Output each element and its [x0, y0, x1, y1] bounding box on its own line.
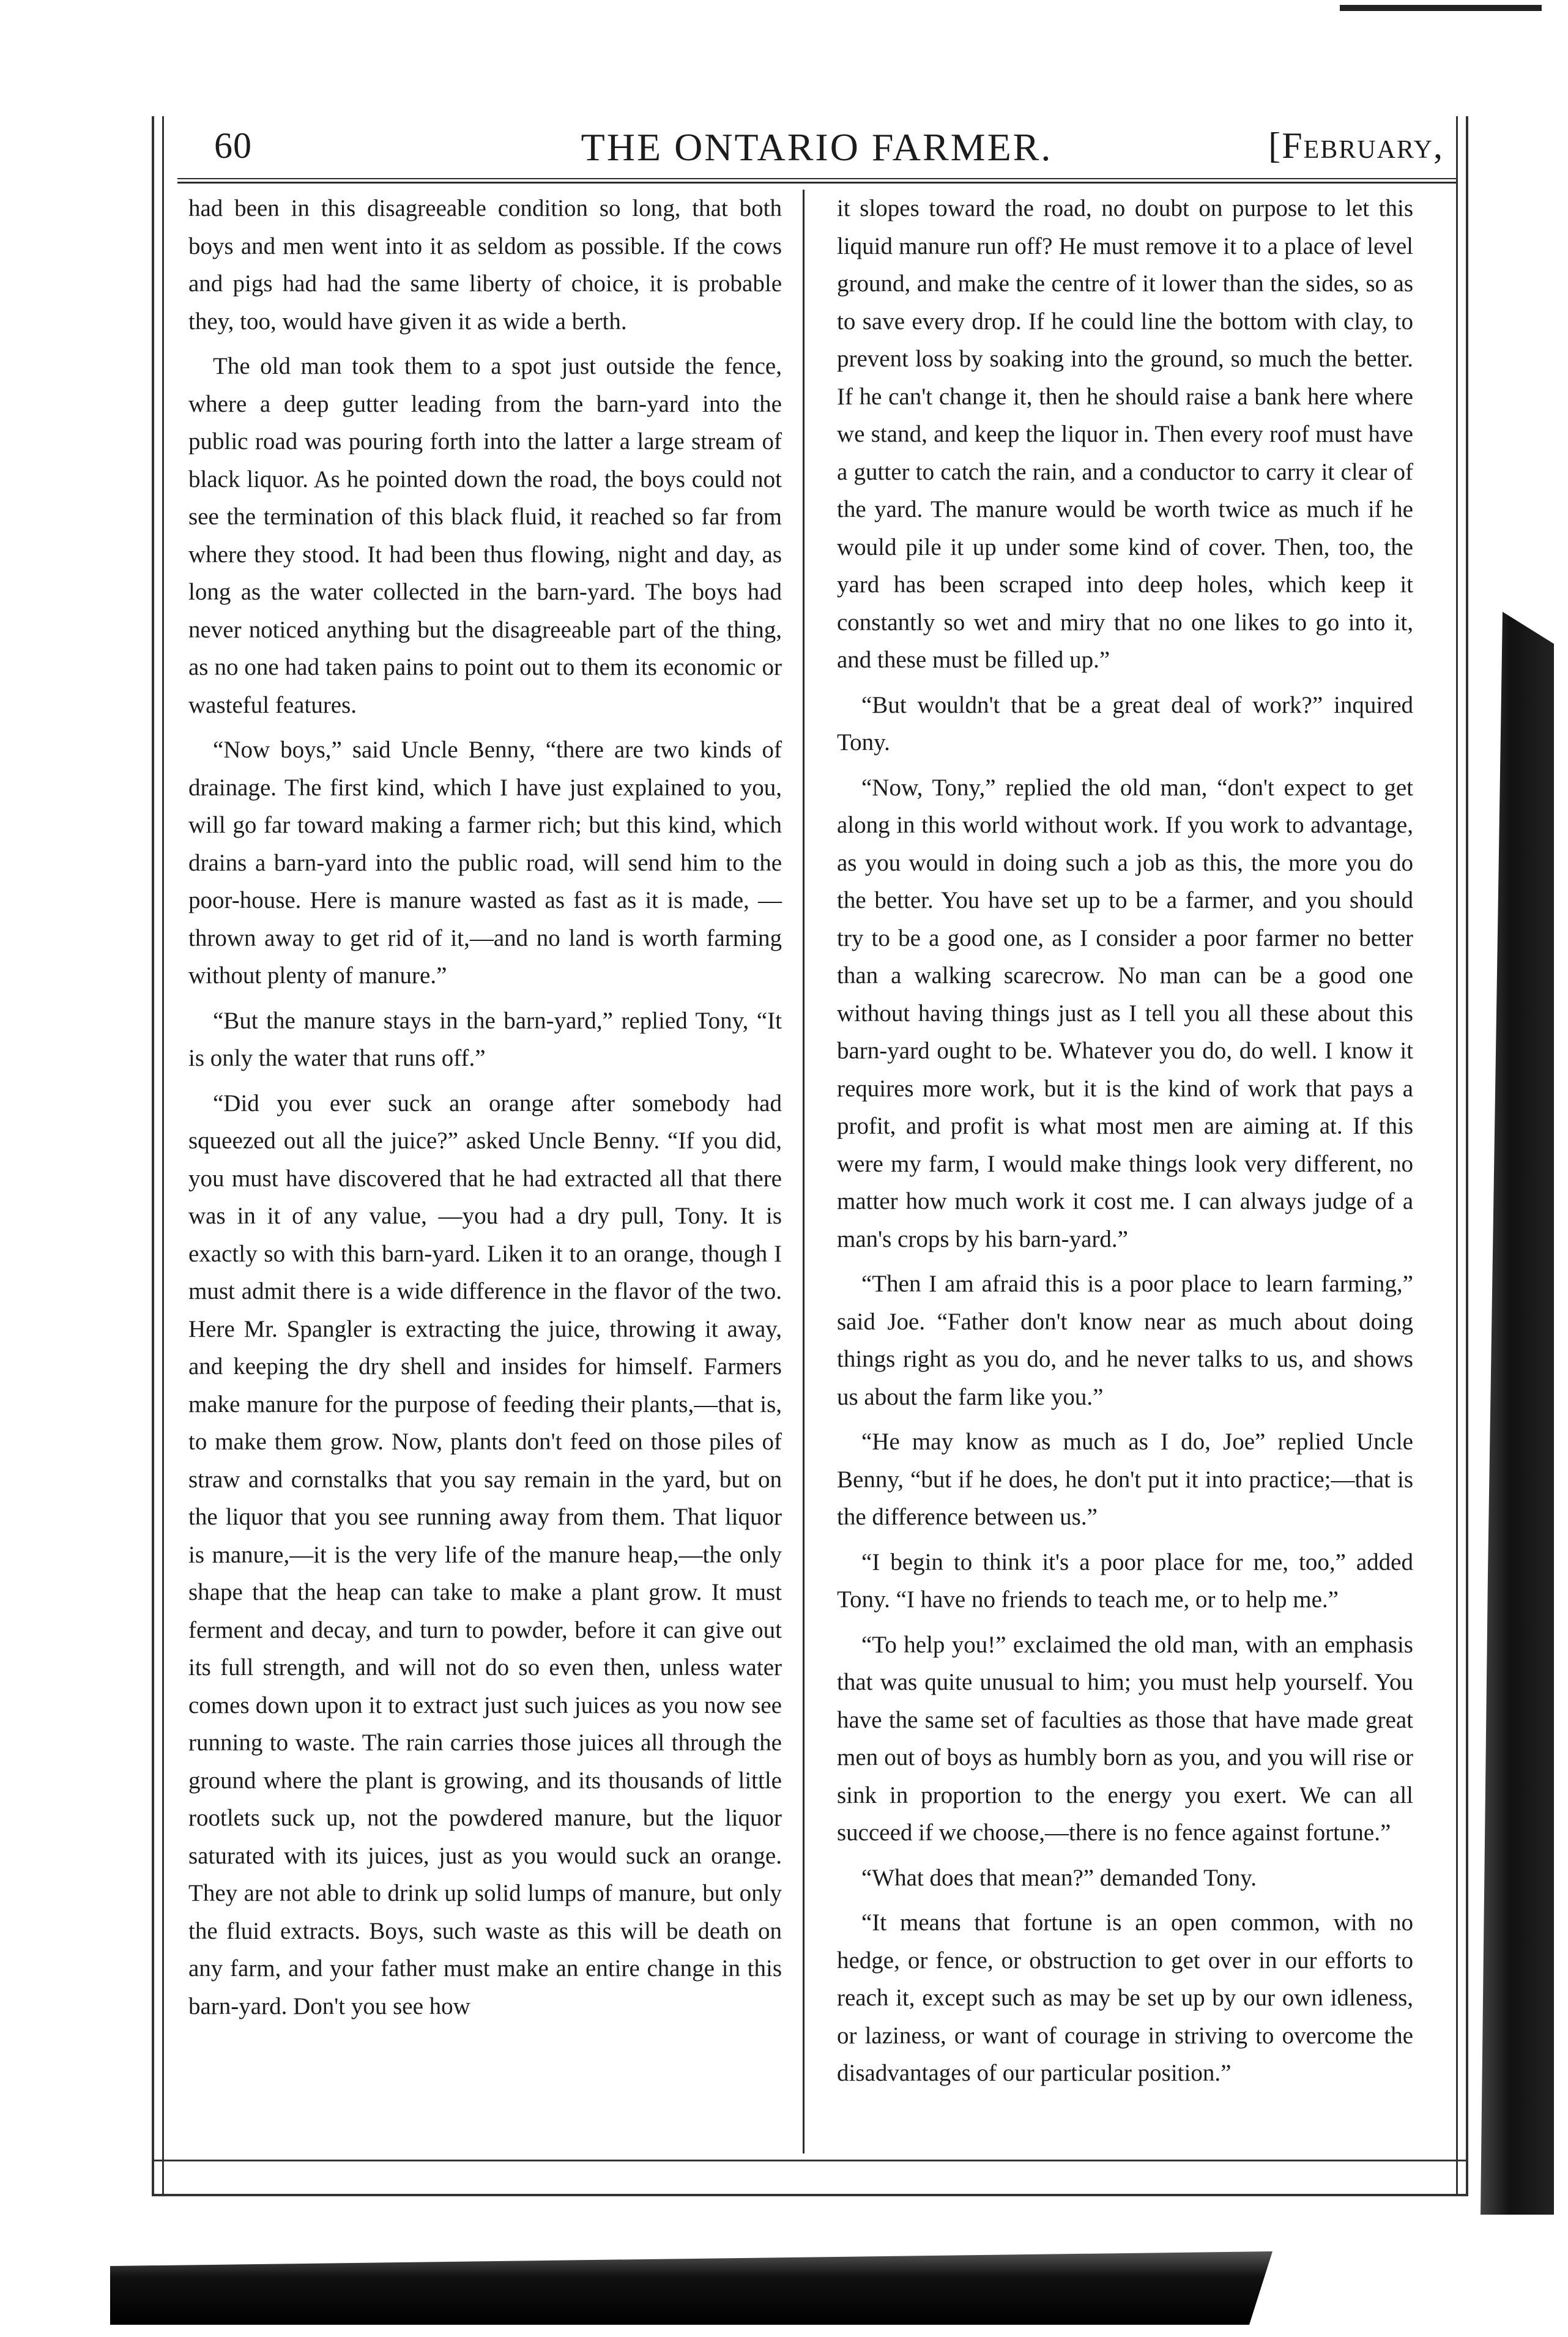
issue-month: [February, — [1268, 125, 1444, 166]
paragraph: “Now, Tony,” replied the old man, “don't expect to get along in this world without work. If you work to advantage, as you would in doing such a job as this, the more you do the better. You have set up to be a farmer, and you should try to be a good one, as I consider a poor farmer no better than a walking scarecrow. No man can be a good one without having things just as I tell you all these about this barn-yard ought to be. Whatever you do, do well. I know it requires more work, but it is the kind of work that pays a profit, and profit is what most men are aiming at. If this were my farm, I would make things look very different, no matter how much work it cost me. I can always judge of a man's crops by his barn-yard.” — [837, 774, 1413, 1252]
paragraph: “I begin to think it's a poor place for me, too,” added Tony. “I have no friends to teach me, or to help me.” — [837, 1548, 1413, 1613]
paragraph: The old man took them to a spot just outside the fence, where a deep gutter leading from the barn-yard into the public road was pouring forth into the latter a large stream of black liquor. As he pointed down the road, the boys could not see the termination of this black fluid, it reached so far from where they stood. It had been thus flowing, night and day, as long as the water collected in the barn-yard. The boys had never noticed anything but the disagreeable part of the thing, as no one had taken pains to point out to them its economic or wasteful features. — [188, 353, 782, 718]
right-column — [820, 190, 1432, 2153]
paragraph: “But the manure stays in the barn-yard,” replied Tony, “It is only the water that runs off.” — [188, 1007, 782, 1071]
scan-edge-shadow — [1481, 612, 1554, 2215]
page-header — [177, 116, 1456, 184]
bottom-page-rule — [152, 2160, 1468, 2196]
paragraph: “Then I am afraid this is a poor place to learn farming,” said Joe. “Father don't know near as much about doing things right as you do, and he never talks to us, and shows us about the farm like you.” — [837, 1271, 1413, 1410]
left-column — [177, 190, 789, 2153]
paragraph: “What does that mean?” demanded Tony. — [861, 1864, 1257, 1891]
paragraph: it slopes toward the road, no doubt on purpose to let this liquid manure run off? He must remove it to a place of level ground, and make the centre of it lower than the sides, so as to save every drop. If he could line the bottom with clay, to prevent loss by soaking into the ground, so much the better. If he can't change it, then he should raise a bank here where we stand, and keep the liquor in. Then every roof must have a gutter to catch the rain, and a conductor to carry it clear of the yard. The manure would be worth twice as much if he would pile it up under some kind of cover. Then, too, the yard has been scraped into deep holes, which keep it constantly so wet and miry that no one likes to go into it, and these must be filled up.” — [837, 195, 1413, 673]
paragraph: “It means that fortune is an open common, with no hedge, or fence, or obstruction to get over in our efforts to reach it, except such as may be set up by our own idleness, or laziness, or want of courage in striving to overcome the disadvantages of our particular position.” — [837, 1909, 1413, 2086]
paragraph: “He may know as much as I do, Joe” replied Uncle Benny, “but if he does, he don't put it into practice;—that is the difference between us.” — [837, 1429, 1413, 1530]
column-divider — [803, 190, 804, 2153]
paragraph: “To help you!” exclaimed the old man, with an emphasis that was quite unusual to him; you must help yourself. You have the same set of faculties as those that have made great men out of boys as humbly born as you, and you will rise or sink in proportion to the energy you exert. We can all succeed if we choose,—there is no fence against fortune.” — [837, 1631, 1413, 1846]
paragraph: had been in this disagreeable condition so long, that both boys and men went into it as seldom as possible. If the cows and pigs had had the same liberty of choice, it is probable they, too, would have given it as wide a berth. — [188, 195, 782, 335]
article-columns — [177, 190, 1456, 2153]
top-edge-rule — [1340, 5, 1542, 11]
scan-bottom-shadow — [110, 2251, 1273, 2325]
right-page-border — [1456, 116, 1468, 2196]
journal-title: THE ONTARIO FARMER. — [581, 125, 1053, 169]
paragraph: “Now boys,” said Uncle Benny, “there are two kinds of drainage. The first kind, which I have just explained to you, will go far toward making a farmer rich; but this kind, which drains a barn-yard into the public road, will send him to the poor-house. Here is manure wasted as fast as it is made, —thrown away to get rid of it,—and no land is worth farming without plenty of manure.” — [188, 737, 782, 989]
paragraph: “Did you ever suck an orange after somebody had squeezed out all the juice?” asked Uncle Benny. “If you did, you must have discovered that he had extracted all that there was in it of any value, —you had a dry pull, Tony. It is exactly so with this barn-yard. Liken it to an orange, though I must admit there is a wide difference in the flavor of the two. Here Mr. Spangler is extracting the juice, throwing it away, and keeping the dry shell and insides for himself. Farmers make manure for the purpose of feeding their plants,—that is, to make them grow. Now, plants don't feed on those piles of straw and cornstalks that you say remain in the yard, but on the liquor that you see running away from them. That liquor is manure,—it is the very life of the manure heap,—the only shape that the heap can take to make a plant grow. It must ferment and decay, and turn to powder, before it can give out its full strength, and will not do so even then, unless water comes down upon it to extract just such juices as you now see running to waste. The rain carries those juices all through the ground where the plant is growing, and its thousands of little rootlets suck up, not the powdered manure, but the liquor saturated with its juices, just as you would suck an orange. They are not able to drink up solid lumps of manure, but only the fluid extracts. Boys, such waste as this will be death on any farm, and your father must make an entire change in this barn-yard. Don't you see how — [188, 1090, 782, 2019]
paragraph: “But wouldn't that be a great deal of work?” inquired Tony. — [837, 691, 1413, 756]
left-page-border — [152, 116, 164, 2196]
page-number: 60 — [214, 125, 252, 166]
